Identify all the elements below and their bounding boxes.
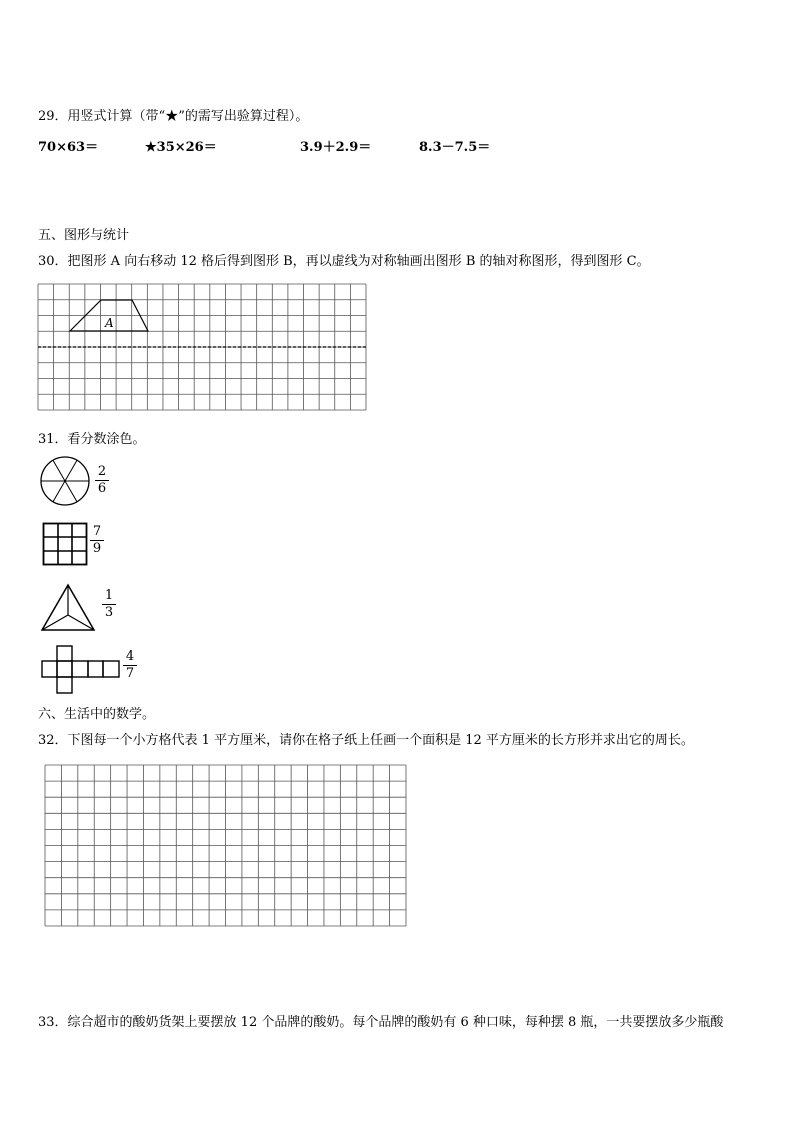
q31-title: 31．看分数涂色。: [38, 432, 146, 447]
fraction-denominator: 7: [125, 666, 135, 681]
q33-title: 33．综合超市的酸奶货架上要摆放 12 个品牌的酸奶。每个品牌的酸奶有 6 种口味，每种摆 8 瓶，一共要摆放多少瓶酸: [38, 1015, 724, 1030]
fraction-2-6: [95, 465, 109, 496]
q30-grid: [38, 284, 366, 410]
section-5-title: 五、图形与统计: [38, 228, 130, 243]
q29-expr-2: ★35×26＝: [145, 140, 217, 155]
fraction-denominator: 6: [97, 481, 107, 496]
q29-expr-1: 70×63＝: [38, 140, 99, 155]
shape-a-label: A: [105, 316, 114, 330]
fraction-7-9: [90, 525, 104, 556]
cross-shape-seven-squares: [41, 645, 123, 695]
fraction-numerator: 7: [92, 524, 102, 539]
fraction-4-7: [123, 650, 137, 681]
fraction-1-3: [102, 589, 116, 620]
fraction-numerator: 4: [125, 649, 135, 664]
q30-title: 30．把图形 A 向右移动 12 格后得到图形 B，再以虚线为对称轴画出图形 B 的轴对称图形，得到图形 C。: [38, 254, 650, 269]
q29-title: 29．用竖式计算（带“★”的需写出验算过程）。: [38, 109, 309, 124]
q29-expr-3: 3.9＋2.9＝: [300, 140, 372, 155]
fraction-denominator: 9: [92, 541, 102, 556]
q29-expr-4: 8.3－7.5＝: [419, 140, 491, 155]
fraction-denominator: 3: [104, 605, 114, 620]
triangle-three-parts: [40, 584, 96, 632]
fraction-numerator: 1: [104, 588, 114, 603]
square-nine-parts: [43, 523, 87, 565]
q32-title: 32．下图每一个小方格代表 1 平方厘米，请你在格子纸上任画一个面积是 12 平方厘米的长方形并求出它的周长。: [38, 733, 694, 748]
q32-grid-paper: [45, 765, 406, 926]
fraction-numerator: 2: [97, 464, 107, 479]
circle-six-parts: [40, 456, 90, 506]
section-6-title: 六、生活中的数学。: [38, 707, 156, 722]
